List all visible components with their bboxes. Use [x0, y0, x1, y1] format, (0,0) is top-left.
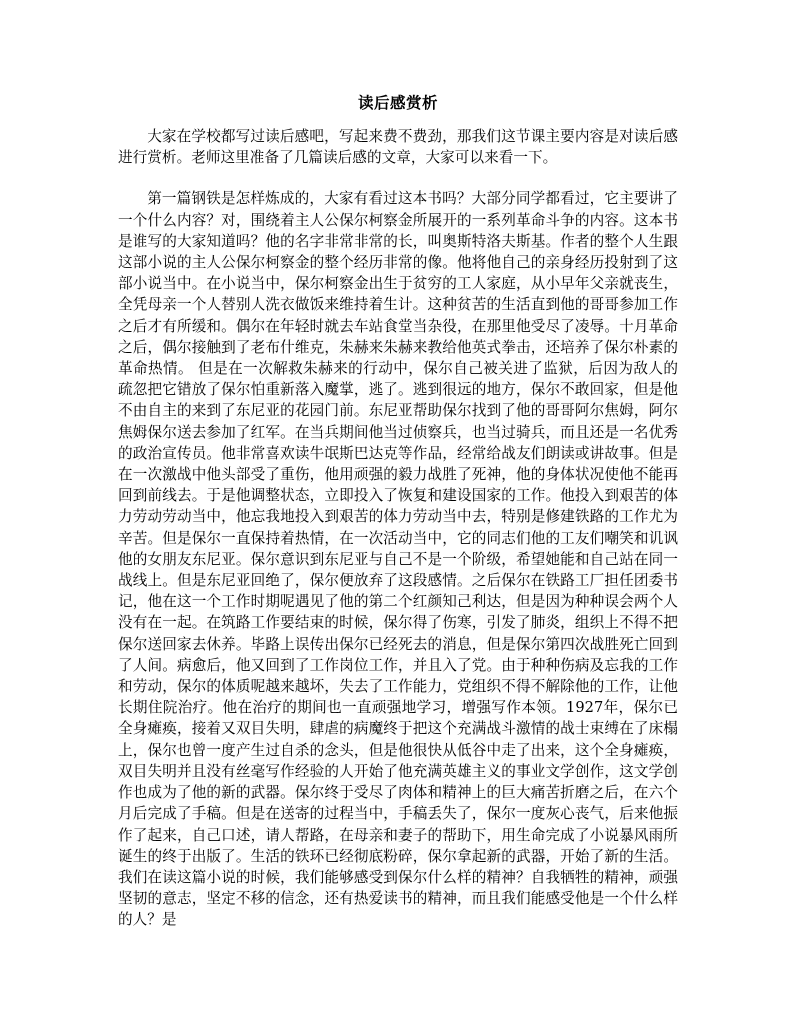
- paragraph-intro: 大家在学校都写过读后感吧，写起来费不费劲，那我们这节课主要内容是对读后感进行赏析。老师这里准备了几篇读后感的文章，大家可以来看一下。: [118, 128, 678, 167]
- document-title: 读后感赏析: [357, 94, 438, 112]
- paragraph-review-steel: 第一篇钢铁是怎样炼成的，大家有看过这本书吗？大部分同学都看过，它主要讲了一个什么内容？对，围绕着主人公保尔柯察金所展开的一系列革命斗争的内容。这本书是谁写的大家知道吗？他的名字非常非常的长，叫奥斯特洛夫斯基。作者的整个人生跟这部小说的主人公保尔柯察金的整个经历非常的像。他将他自己的亲身经历投射到了这部小说当中。在小说当中，保尔柯察金出生于贫穷的工人家庭，从小早年父亲就丧生，全凭母亲一个人替别人洗衣做饭来维持着生计。这种贫苦的生活直到他的哥哥参加工作之后才有所缓和。偶尔在年轻时就去车站食堂当杂役，在那里他受尽了凌辱。十月革命之后，偶尔接触到了老布什维克，朱赫来朱赫来教给他英式拳击，还培养了保尔朴素的革命热情。 但是在一次解救朱赫来的行动中，保尔自己被关进了监狱，后因为敌人的疏忽把它错放了保尔怕重新落入魔掌，逃了。逃到很远的地方，保尔不敢回家，但是他不由自主的来到了东尼亚的花园门前。东尼亚帮助保尔找到了他的哥哥阿尔焦姆，阿尔焦姆保尔送去参加了红军。在当兵期间他当过侦察兵，也当过骑兵，而且还是一名优秀的政治宣传员。他非常喜欢读牛氓斯巴达克等作品，经常给战友们朗读或讲故事。但是在一次激战中他头部受了重伤，他用顽强的毅力战胜了死神，他的身体状况使他不能再回到前线去。于是他调整状态，立即投入了恢复和建设国家的工作。他投入到艰苦的体力劳动劳动当中，他忘我地投入到艰苦的体力劳动当中去，特别是修建铁路的工作尤为辛苦。但是保尔一直保持着热情，在一次活动当中，它的同志们他的工友们嘲笑和讥讽他的女朋友东尼亚。保尔意识到东尼亚与自己不是一个阶级，希望她能和自己站在同一战线上。但是东尼亚回绝了，保尔便放弃了这段感情。之后保尔在铁路工厂担任团委书记，他在这一个工作时期呢遇见了他的第二个红颜知己利达，但是因为种种误会两个人没有在一起。在筑路工作要结束的时候，保尔得了伤寒，引发了肺炎，组织上不得不把保尔送回家去休养。毕路上误传出保尔已经死去的消息，但是保尔第四次战胜死亡回到了人间。病愈后，他又回到了工作岗位工作，并且入了党。由于种种伤病及忘我的工作和劳动，保尔的体质呢越来越坏，失去了工作能力，党组织不得不解除他的工作，让他长期住院治疗。他在治疗的期间也一直顽强地学习，增强写作本领。1927年，保尔已全身瘫痪，接着又双目失明，肆虐的病魔终于把这个充满战斗激情的战士束缚在了床榻上，保尔也曾一度产生过自杀的念头，但是他很快从低谷中走了出来，这个全身瘫痪，双目失明并且没有丝毫写作经验的人开始了他充满英雄主义的事业文学创作，这文学创作也成为了他的新的武器。保尔终于受尽了肉体和精神上的巨大痛苦折磨之后，在六个月后完成了手稿。但是在送寄的过程当中，手稿丢失了，保尔一度灰心丧气，后来他振作了起来，自己口述，请人帮路，在母亲和妻子的帮助下，用生命完成了小说暴风雨所诞生的终于出版了。生活的铁环已经彻底粉碎，保尔拿起新的武器，开始了新的生活。我们在读这篇小说的时候，我们能够感受到保尔什么样的精神？自我牺牲的精神，顽强坚韧的意志，坚定不移的信念，还有热爱读书的精神，而且我们能感受他是一个什么样的人？是: [118, 190, 678, 929]
- document-page: [118, 92, 678, 931]
